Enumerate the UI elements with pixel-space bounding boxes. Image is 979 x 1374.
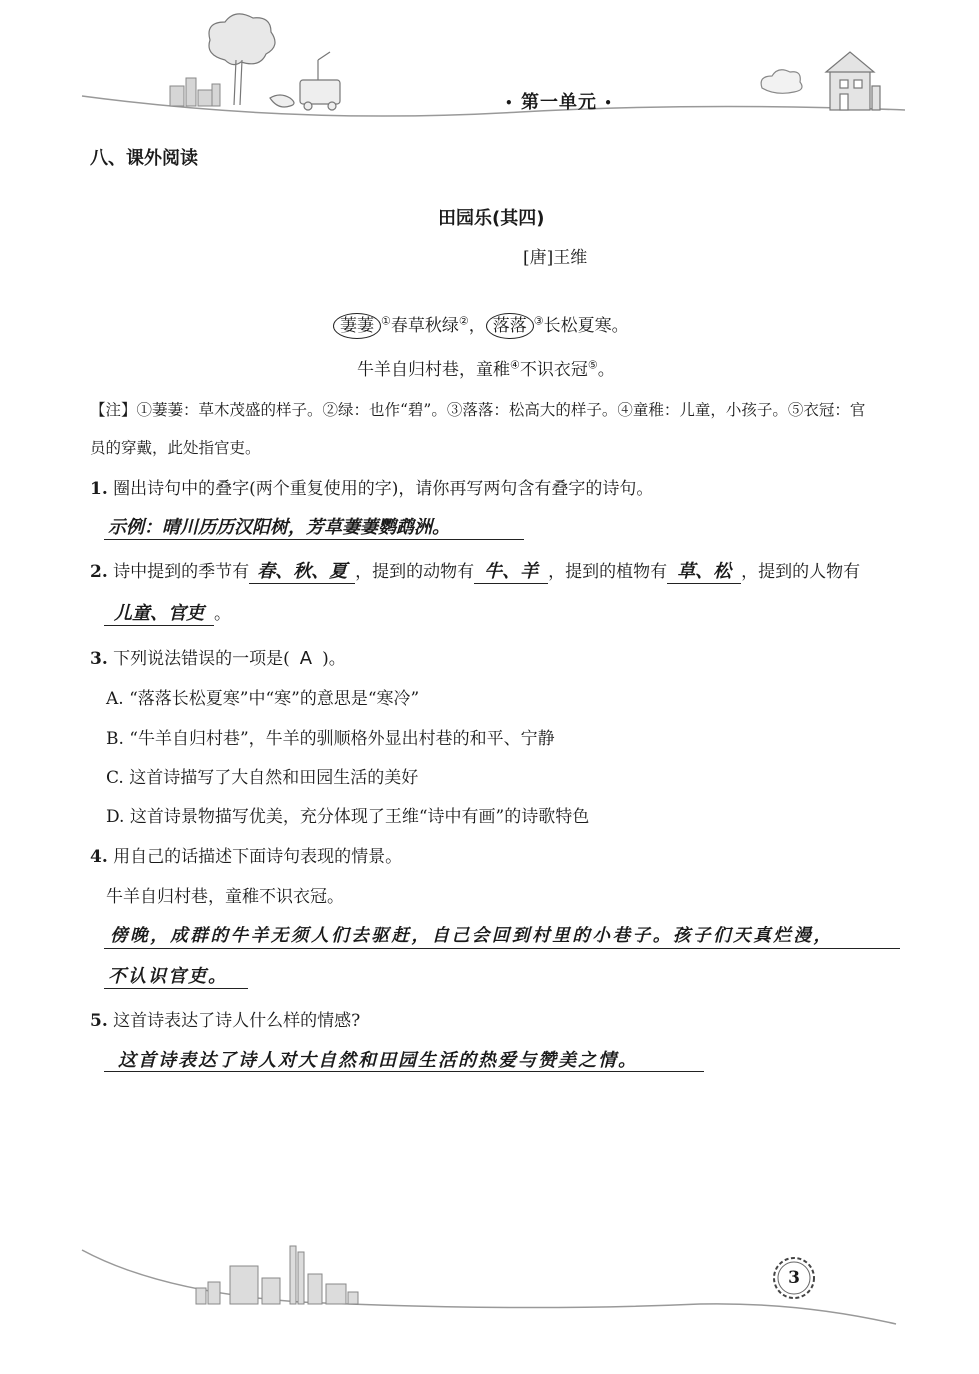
answer-5: 这首诗表达了诗人对大自然和田园生活的热爱与赞美之情。 [118,1050,638,1071]
notes-line-2: 员的穿戴，此处指官吏。 [90,439,261,457]
car-icon [270,52,340,110]
buildings-icon [170,78,220,106]
question-number: 3. [90,649,108,669]
house-icon [826,52,880,110]
bullet-dot: • [505,96,514,110]
question-4 [90,842,402,867]
answer-blank-people: 儿童、官吏 [104,603,214,626]
answer-underline [104,1071,704,1072]
question-1 [90,474,653,499]
option-c: C. 这首诗描写了大自然和田园生活的美好 [106,768,419,788]
answer-4-line-1: 傍晚，成群的牛羊无须人们去驱赶，自己会回到村里的小巷子。孩子们天真烂漫， [110,926,834,946]
question-number: 2. [90,562,108,582]
question-text: 用自己的话描述下面诗句表现的情景。 [113,847,403,867]
answer-blank-seasons: 春、秋、夏 [249,561,355,584]
poem-line-2 [357,355,615,380]
answer-4-line-2: 不认识官吏。 [108,966,228,987]
unit-title-text: 第一单元 [520,92,597,113]
header-decoration [0,0,979,130]
answer-1: 示例：晴川历历汉阳树，芳草萋萋鹦鹉洲。 [108,517,450,538]
answer-underline [104,988,248,989]
cloud-icon [761,70,802,94]
question-text: 诗中提到的季节有 [113,562,250,582]
question-text: 圈出诗句中的叠字(两个重复使用的字)，请你再写两句含有叠字的诗句。 [113,479,654,499]
section-title: 八、课外阅读 [90,148,198,169]
poem-text: 牛羊自归村巷，童稚 [357,360,510,380]
page-number: 3 [788,1268,800,1288]
question-text: )。 [322,649,346,669]
poem-author: [唐]王维 [523,248,588,268]
question-3 [90,644,346,669]
footnote-mark: ③ [533,314,544,328]
notes-line-1: 【注】①萋萋：草木茂盛的样子。②绿：也作“碧”。③落落：松高大的样子。④童稚：儿童，小孩子。⑤衣冠：官 [90,401,866,419]
circled-word: 落落 [486,313,534,339]
question-number: 4. [90,847,108,867]
poem-text: 春草秋绿 [390,316,459,336]
poem-text: 。 [597,360,615,380]
question-4-quote: 牛羊自归村巷，童稚不识衣冠。 [106,887,344,907]
poem-text: ， [468,316,486,336]
footer-decoration [0,1230,979,1340]
question-text: 这首诗表达了诗人什么样的情感? [113,1011,361,1031]
question-text: ，提到的动物有 [355,562,475,582]
question-2 [90,557,860,584]
page-number-badge [770,1254,818,1302]
answer-underline [104,948,900,949]
poem-text: 不识衣冠 [519,360,588,380]
question-number: 1. [90,479,108,499]
answer-blank-plants: 草、松 [667,561,741,584]
unit-title [505,88,613,114]
poem-line-1 [333,311,629,339]
answer-underline [104,539,524,540]
question-5 [90,1006,360,1031]
footnote-mark: ② [458,314,469,328]
option-a: A. “落落长松夏寒”中“寒”的意思是“寒冷” [106,689,420,709]
footnote-mark: ① [381,314,391,328]
answer-blank-animals: 牛、羊 [474,561,548,584]
question-2-line-2 [104,599,231,626]
answer-choice: A [299,648,313,669]
footnote-mark: ④ [510,358,520,372]
bullet-dot: • [604,96,613,110]
question-text: ，提到的人物有 [741,562,861,582]
option-d: D. 这首诗景物描写优美，充分体现了王维“诗中有画”的诗歌特色 [106,807,590,827]
question-text: ，提到的植物有 [548,562,668,582]
city-skyline-icon [196,1246,358,1304]
question-text: 下列说法错误的一项是( [113,649,290,669]
circled-word: 萋萋 [333,313,381,339]
footnote-mark: ⑤ [587,358,598,372]
poem-text: 长松夏寒。 [543,316,629,336]
question-text: 。 [214,604,231,624]
question-number: 5. [90,1011,108,1031]
poem-title: 田园乐(其四) [438,208,545,229]
option-b: B. “牛羊自归村巷”，牛羊的驯顺格外显出村巷的和平、宁静 [106,729,555,749]
